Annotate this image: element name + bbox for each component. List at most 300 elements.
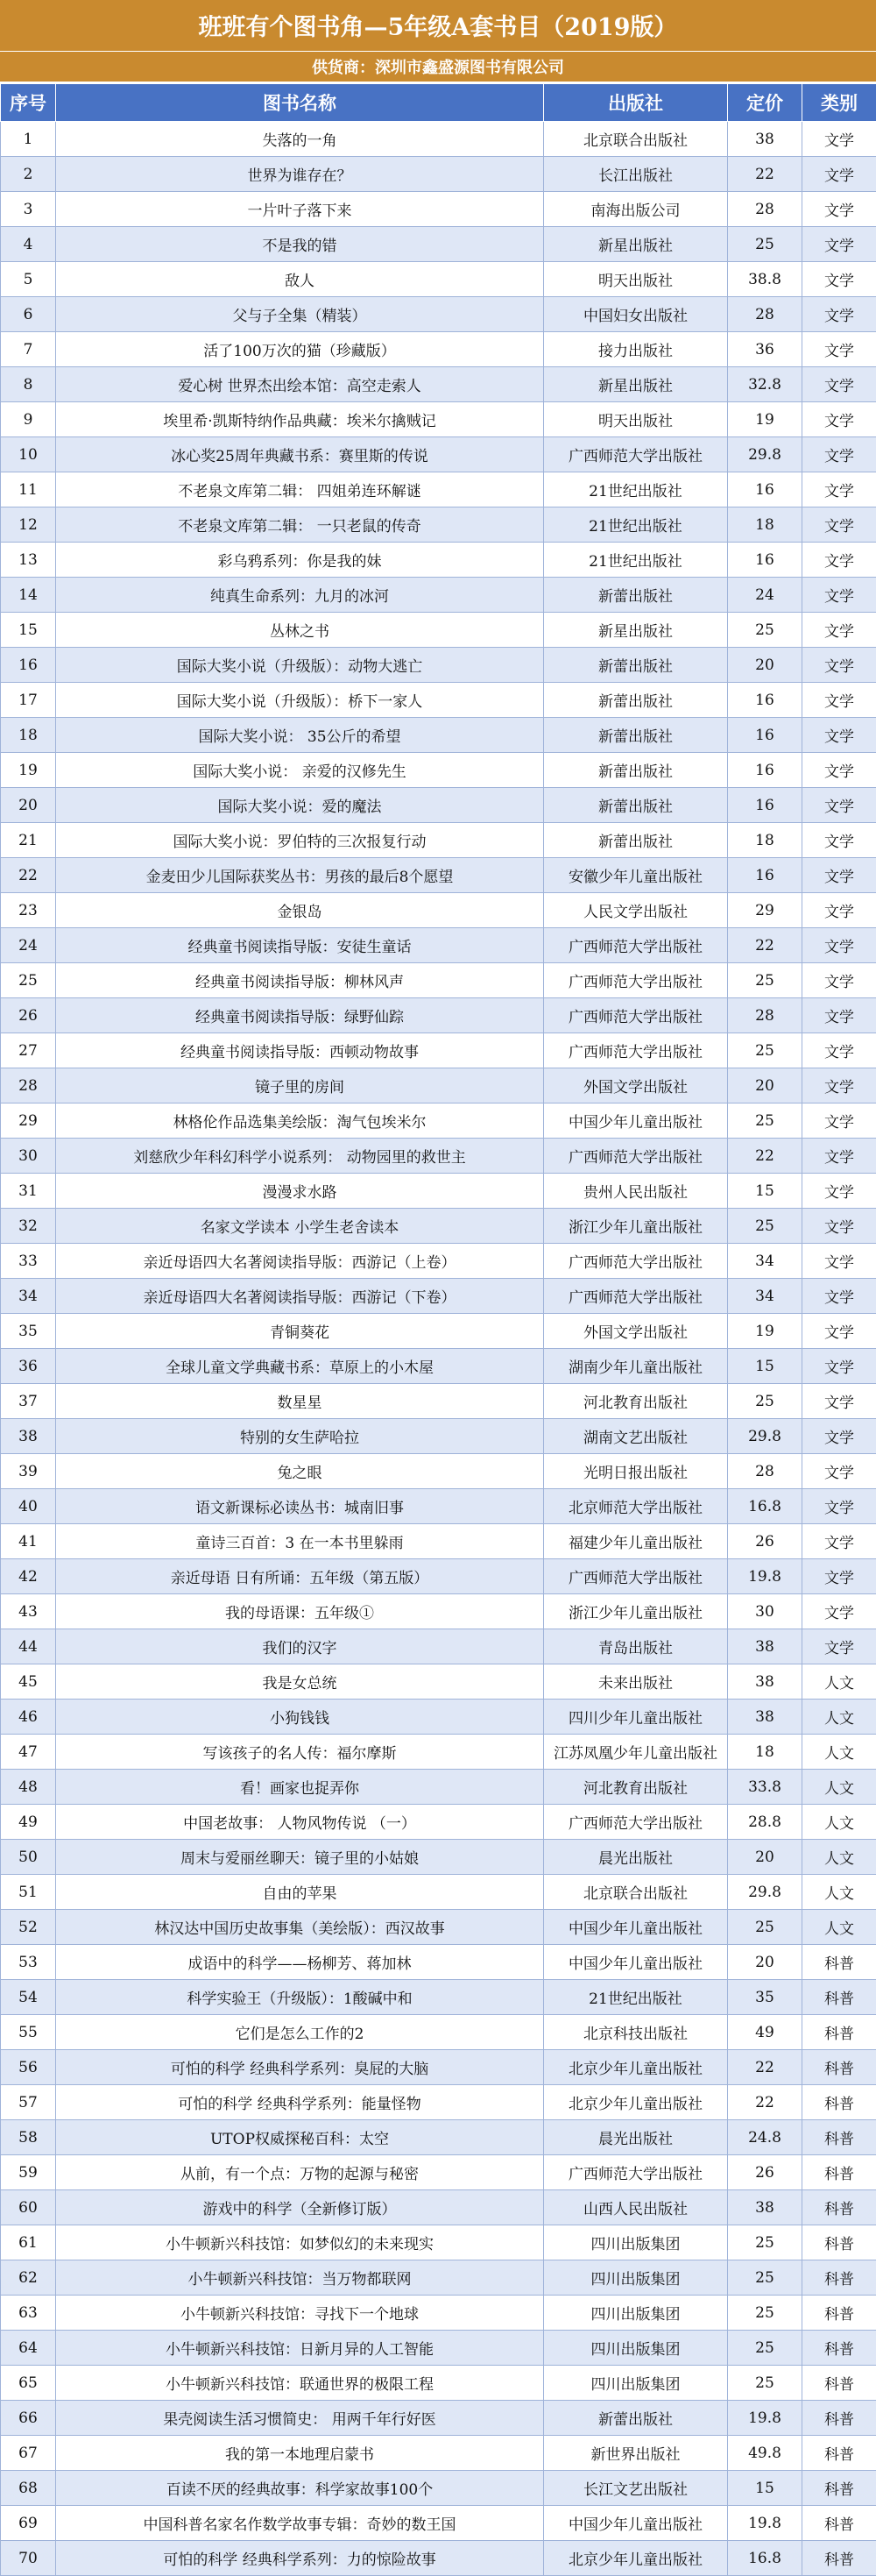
category: 文学 bbox=[802, 227, 876, 262]
publisher: 晨光出版社 bbox=[544, 1840, 728, 1875]
category: 文学 bbox=[802, 367, 876, 402]
publisher: 北京少年儿童出版社 bbox=[544, 2541, 728, 2576]
publisher: 四川出版集团 bbox=[544, 2225, 728, 2260]
price: 25 bbox=[728, 1384, 802, 1419]
row-number: 24 bbox=[1, 928, 56, 963]
row-number: 25 bbox=[1, 963, 56, 998]
price: 22 bbox=[728, 2050, 802, 2085]
column-header-category: 类别 bbox=[802, 84, 876, 122]
row-number: 21 bbox=[1, 823, 56, 858]
row-number: 60 bbox=[1, 2190, 56, 2225]
category: 文学 bbox=[802, 192, 876, 227]
book-title: 游戏中的科学（全新修订版） bbox=[56, 2190, 544, 2225]
price: 29 bbox=[728, 893, 802, 928]
category: 文学 bbox=[802, 1244, 876, 1279]
price: 20 bbox=[728, 1840, 802, 1875]
book-table-body bbox=[1, 122, 876, 2576]
book-title: 从前，有一个点：万物的起源与秘密 bbox=[56, 2155, 544, 2190]
book-title: 看！画家也捉弄你 bbox=[56, 1770, 544, 1805]
category: 科普 bbox=[802, 2331, 876, 2366]
publisher: 新星出版社 bbox=[544, 613, 728, 648]
book-title: 我是女总统 bbox=[56, 1664, 544, 1700]
category: 科普 bbox=[802, 1945, 876, 1980]
table-row bbox=[1, 1559, 876, 1594]
price: 28 bbox=[728, 998, 802, 1033]
category: 文学 bbox=[802, 823, 876, 858]
publisher: 新蕾出版社 bbox=[544, 648, 728, 683]
book-title: 刘慈欣少年科幻科学小说系列： 动物园里的救世主 bbox=[56, 1139, 544, 1174]
publisher: 贵州人民出版社 bbox=[544, 1174, 728, 1209]
price: 19 bbox=[728, 402, 802, 437]
table-row bbox=[1, 1033, 876, 1068]
category: 人文 bbox=[802, 1805, 876, 1840]
table-row bbox=[1, 893, 876, 928]
publisher: 光明日报出版社 bbox=[544, 1454, 728, 1489]
table-row bbox=[1, 367, 876, 402]
publisher: 北京师范大学出版社 bbox=[544, 1489, 728, 1524]
table-row bbox=[1, 1700, 876, 1735]
column-header-number: 序号 bbox=[1, 84, 56, 122]
book-title: 敌人 bbox=[56, 262, 544, 297]
category: 文学 bbox=[802, 507, 876, 543]
row-number: 10 bbox=[1, 437, 56, 472]
row-number: 70 bbox=[1, 2541, 56, 2576]
table-row bbox=[1, 1594, 876, 1629]
category: 科普 bbox=[802, 2225, 876, 2260]
category: 文学 bbox=[802, 753, 876, 788]
row-number: 67 bbox=[1, 2436, 56, 2471]
publisher: 四川出版集团 bbox=[544, 2331, 728, 2366]
row-number: 50 bbox=[1, 1840, 56, 1875]
category: 人文 bbox=[802, 1840, 876, 1875]
table-row bbox=[1, 753, 876, 788]
row-number: 44 bbox=[1, 1629, 56, 1664]
book-title: 我们的汉字 bbox=[56, 1629, 544, 1664]
book-title: 彩乌鸦系列：你是我的妹 bbox=[56, 543, 544, 578]
book-title: 特别的女生萨哈拉 bbox=[56, 1419, 544, 1454]
publisher: 长江文艺出版社 bbox=[544, 2471, 728, 2506]
row-number: 4 bbox=[1, 227, 56, 262]
row-number: 41 bbox=[1, 1524, 56, 1559]
price: 16 bbox=[728, 788, 802, 823]
row-number: 52 bbox=[1, 1910, 56, 1945]
price: 26 bbox=[728, 1524, 802, 1559]
table-row bbox=[1, 1664, 876, 1700]
table-row bbox=[1, 578, 876, 613]
publisher: 北京联合出版社 bbox=[544, 122, 728, 157]
category: 科普 bbox=[802, 2366, 876, 2401]
publisher: 新蕾出版社 bbox=[544, 753, 728, 788]
column-header-price: 定价 bbox=[728, 84, 802, 122]
publisher: 广西师范大学出版社 bbox=[544, 1559, 728, 1594]
book-title: 可怕的科学 经典科学系列：力的惊险故事 bbox=[56, 2541, 544, 2576]
category: 文学 bbox=[802, 928, 876, 963]
price: 38 bbox=[728, 122, 802, 157]
book-title: 丛林之书 bbox=[56, 613, 544, 648]
category: 文学 bbox=[802, 1524, 876, 1559]
table-row bbox=[1, 823, 876, 858]
book-title: 不是我的错 bbox=[56, 227, 544, 262]
publisher: 外国文学出版社 bbox=[544, 1068, 728, 1103]
publisher: 新星出版社 bbox=[544, 367, 728, 402]
row-number: 34 bbox=[1, 1279, 56, 1314]
table-row bbox=[1, 1980, 876, 2015]
category: 文学 bbox=[802, 1384, 876, 1419]
row-number: 5 bbox=[1, 262, 56, 297]
publisher: 明天出版社 bbox=[544, 262, 728, 297]
book-title: 兔之眼 bbox=[56, 1454, 544, 1489]
category: 文学 bbox=[802, 157, 876, 192]
table-row bbox=[1, 1419, 876, 1454]
category: 文学 bbox=[802, 578, 876, 613]
publisher: 广西师范大学出版社 bbox=[544, 1139, 728, 1174]
table-row bbox=[1, 157, 876, 192]
book-title: 亲近母语四大名著阅读指导版：西游记（上卷） bbox=[56, 1244, 544, 1279]
table-row bbox=[1, 2260, 876, 2296]
book-title: 名家文学读本 小学生老舍读本 bbox=[56, 1209, 544, 1244]
book-title: 中国老故事： 人物风物传说 （一） bbox=[56, 1805, 544, 1840]
book-title: 小狗钱钱 bbox=[56, 1700, 544, 1735]
table-row bbox=[1, 613, 876, 648]
category: 科普 bbox=[802, 2190, 876, 2225]
category: 科普 bbox=[802, 2471, 876, 2506]
price: 16.8 bbox=[728, 2541, 802, 2576]
book-title: 国际大奖小说： 亲爱的汉修先生 bbox=[56, 753, 544, 788]
table-row bbox=[1, 1139, 876, 1174]
publisher: 四川出版集团 bbox=[544, 2260, 728, 2296]
table-row bbox=[1, 1279, 876, 1314]
category: 文学 bbox=[802, 613, 876, 648]
publisher: 广西师范大学出版社 bbox=[544, 1033, 728, 1068]
category: 人文 bbox=[802, 1700, 876, 1735]
price: 29.8 bbox=[728, 437, 802, 472]
table-row bbox=[1, 2366, 876, 2401]
table-row bbox=[1, 718, 876, 753]
row-number: 32 bbox=[1, 1209, 56, 1244]
table-row bbox=[1, 1770, 876, 1805]
table-row bbox=[1, 2436, 876, 2471]
supplier-line: 供货商：深圳市鑫盛源图书有限公司 bbox=[0, 52, 876, 84]
price: 18 bbox=[728, 1735, 802, 1770]
price: 16 bbox=[728, 472, 802, 507]
price: 25 bbox=[728, 963, 802, 998]
table-row bbox=[1, 1735, 876, 1770]
price: 16.8 bbox=[728, 1489, 802, 1524]
table-row bbox=[1, 122, 876, 157]
row-number: 33 bbox=[1, 1244, 56, 1279]
price: 25 bbox=[728, 2366, 802, 2401]
row-number: 9 bbox=[1, 402, 56, 437]
category: 文学 bbox=[802, 1209, 876, 1244]
price: 25 bbox=[728, 227, 802, 262]
book-title: 全球儿童文学典藏书系：草原上的小木屋 bbox=[56, 1349, 544, 1384]
row-number: 58 bbox=[1, 2120, 56, 2155]
table-row bbox=[1, 332, 876, 367]
table-row bbox=[1, 2296, 876, 2331]
category: 科普 bbox=[802, 2506, 876, 2541]
row-number: 59 bbox=[1, 2155, 56, 2190]
category: 科普 bbox=[802, 2050, 876, 2085]
row-number: 46 bbox=[1, 1700, 56, 1735]
category: 人文 bbox=[802, 1875, 876, 1910]
book-title: 经典童书阅读指导版：柳林风声 bbox=[56, 963, 544, 998]
publisher: 中国少年儿童出版社 bbox=[544, 1910, 728, 1945]
row-number: 26 bbox=[1, 998, 56, 1033]
publisher: 21世纪出版社 bbox=[544, 543, 728, 578]
row-number: 63 bbox=[1, 2296, 56, 2331]
category: 文学 bbox=[802, 858, 876, 893]
publisher: 21世纪出版社 bbox=[544, 1980, 728, 2015]
price: 49.8 bbox=[728, 2436, 802, 2471]
table-row bbox=[1, 2015, 876, 2050]
price: 49 bbox=[728, 2015, 802, 2050]
category: 人文 bbox=[802, 1770, 876, 1805]
book-title: 爱心树 世界杰出绘本馆：高空走索人 bbox=[56, 367, 544, 402]
table-row bbox=[1, 1524, 876, 1559]
price: 28 bbox=[728, 297, 802, 332]
category: 文学 bbox=[802, 332, 876, 367]
row-number: 1 bbox=[1, 122, 56, 157]
book-title: 林格伦作品选集美绘版：淘气包埃米尔 bbox=[56, 1103, 544, 1139]
publisher: 广西师范大学出版社 bbox=[544, 928, 728, 963]
price: 34 bbox=[728, 1279, 802, 1314]
price: 16 bbox=[728, 718, 802, 753]
table-row bbox=[1, 297, 876, 332]
price: 16 bbox=[728, 753, 802, 788]
publisher: 湖南少年儿童出版社 bbox=[544, 1349, 728, 1384]
table-row bbox=[1, 648, 876, 683]
book-title: 经典童书阅读指导版：绿野仙踪 bbox=[56, 998, 544, 1033]
publisher: 新蕾出版社 bbox=[544, 578, 728, 613]
price: 34 bbox=[728, 1244, 802, 1279]
category: 文学 bbox=[802, 788, 876, 823]
row-number: 23 bbox=[1, 893, 56, 928]
book-title: 国际大奖小说： 35公斤的希望 bbox=[56, 718, 544, 753]
price: 20 bbox=[728, 1068, 802, 1103]
book-title: 小牛顿新兴科技馆：日新月异的人工智能 bbox=[56, 2331, 544, 2366]
book-title: 经典童书阅读指导版：安徒生童话 bbox=[56, 928, 544, 963]
price: 25 bbox=[728, 2331, 802, 2366]
category: 科普 bbox=[802, 2541, 876, 2576]
publisher: 新蕾出版社 bbox=[544, 788, 728, 823]
book-title: 国际大奖小说（升级版）：桥下一家人 bbox=[56, 683, 544, 718]
book-title: 周末与爱丽丝聊天：镜子里的小姑娘 bbox=[56, 1840, 544, 1875]
category: 文学 bbox=[802, 437, 876, 472]
row-number: 49 bbox=[1, 1805, 56, 1840]
row-number: 27 bbox=[1, 1033, 56, 1068]
category: 文学 bbox=[802, 1629, 876, 1664]
publisher: 四川出版集团 bbox=[544, 2366, 728, 2401]
book-title: 青铜葵花 bbox=[56, 1314, 544, 1349]
category: 文学 bbox=[802, 683, 876, 718]
table-row bbox=[1, 1840, 876, 1875]
price: 22 bbox=[728, 928, 802, 963]
book-title: 金麦田少儿国际获奖丛书：男孩的最后8个愿望 bbox=[56, 858, 544, 893]
book-table bbox=[0, 83, 876, 2576]
book-title: 小牛顿新兴科技馆：如梦似幻的未来现实 bbox=[56, 2225, 544, 2260]
publisher: 福建少年儿童出版社 bbox=[544, 1524, 728, 1559]
row-number: 51 bbox=[1, 1875, 56, 1910]
price: 16 bbox=[728, 858, 802, 893]
row-number: 11 bbox=[1, 472, 56, 507]
price: 29.8 bbox=[728, 1875, 802, 1910]
column-header-publisher: 出版社 bbox=[544, 84, 728, 122]
price: 25 bbox=[728, 613, 802, 648]
table-row bbox=[1, 1244, 876, 1279]
price: 30 bbox=[728, 1594, 802, 1629]
table-row bbox=[1, 1454, 876, 1489]
book-title: 成语中的科学——杨柳芳、蒋加林 bbox=[56, 1945, 544, 1980]
publisher: 中国少年儿童出版社 bbox=[544, 2506, 728, 2541]
row-number: 13 bbox=[1, 543, 56, 578]
row-number: 54 bbox=[1, 1980, 56, 2015]
category: 文学 bbox=[802, 1033, 876, 1068]
table-row bbox=[1, 2050, 876, 2085]
publisher: 广西师范大学出版社 bbox=[544, 1279, 728, 1314]
publisher: 中国少年儿童出版社 bbox=[544, 1103, 728, 1139]
table-row bbox=[1, 2471, 876, 2506]
book-title: 语文新课标必读丛书：城南旧事 bbox=[56, 1489, 544, 1524]
row-number: 35 bbox=[1, 1314, 56, 1349]
book-title: 纯真生命系列：九月的冰河 bbox=[56, 578, 544, 613]
price: 22 bbox=[728, 2085, 802, 2120]
table-row bbox=[1, 507, 876, 543]
table-row bbox=[1, 2401, 876, 2436]
table-row bbox=[1, 1629, 876, 1664]
category: 文学 bbox=[802, 1314, 876, 1349]
book-title: 经典童书阅读指导版：西顿动物故事 bbox=[56, 1033, 544, 1068]
table-row bbox=[1, 402, 876, 437]
row-number: 69 bbox=[1, 2506, 56, 2541]
category: 文学 bbox=[802, 472, 876, 507]
row-number: 31 bbox=[1, 1174, 56, 1209]
publisher: 明天出版社 bbox=[544, 402, 728, 437]
book-title: 果壳阅读生活习惯简史： 用两千年行好医 bbox=[56, 2401, 544, 2436]
price: 24.8 bbox=[728, 2120, 802, 2155]
price: 19 bbox=[728, 1314, 802, 1349]
price: 20 bbox=[728, 648, 802, 683]
price: 24 bbox=[728, 578, 802, 613]
book-title: 国际大奖小说：爱的魔法 bbox=[56, 788, 544, 823]
price: 15 bbox=[728, 1349, 802, 1384]
price: 28 bbox=[728, 192, 802, 227]
book-title: 金银岛 bbox=[56, 893, 544, 928]
category: 文学 bbox=[802, 1454, 876, 1489]
book-title: 写该孩子的名人传：福尔摩斯 bbox=[56, 1735, 544, 1770]
category: 人文 bbox=[802, 1910, 876, 1945]
book-title: 亲近母语 日有所诵：五年级（第五版） bbox=[56, 1559, 544, 1594]
book-title: 冰心奖25周年典藏书系：赛里斯的传说 bbox=[56, 437, 544, 472]
book-title: 父与子全集（精装） bbox=[56, 297, 544, 332]
category: 科普 bbox=[802, 2120, 876, 2155]
row-number: 28 bbox=[1, 1068, 56, 1103]
publisher: 广西师范大学出版社 bbox=[544, 437, 728, 472]
table-row bbox=[1, 2541, 876, 2576]
row-number: 38 bbox=[1, 1419, 56, 1454]
book-title: 失落的一角 bbox=[56, 122, 544, 157]
table-header-row bbox=[1, 84, 876, 122]
table-row bbox=[1, 1805, 876, 1840]
page-title: 班班有个图书角—5年级A套书目（2019版） bbox=[0, 0, 876, 52]
price: 19.8 bbox=[728, 2506, 802, 2541]
price: 15 bbox=[728, 1174, 802, 1209]
publisher: 接力出版社 bbox=[544, 332, 728, 367]
table-row bbox=[1, 2085, 876, 2120]
table-row bbox=[1, 998, 876, 1033]
category: 文学 bbox=[802, 402, 876, 437]
price: 33.8 bbox=[728, 1770, 802, 1805]
book-title: 世界为谁存在？ bbox=[56, 157, 544, 192]
category: 人文 bbox=[802, 1735, 876, 1770]
table-row bbox=[1, 1349, 876, 1384]
table-row bbox=[1, 2190, 876, 2225]
table-row bbox=[1, 2331, 876, 2366]
category: 文学 bbox=[802, 1349, 876, 1384]
book-title: 不老泉文库第二辑： 一只老鼠的传奇 bbox=[56, 507, 544, 543]
book-title: 自由的苹果 bbox=[56, 1875, 544, 1910]
table-row bbox=[1, 262, 876, 297]
table-row bbox=[1, 963, 876, 998]
price: 38.8 bbox=[728, 262, 802, 297]
publisher: 浙江少年儿童出版社 bbox=[544, 1594, 728, 1629]
price: 25 bbox=[728, 1103, 802, 1139]
category: 文学 bbox=[802, 543, 876, 578]
column-header-title: 图书名称 bbox=[56, 84, 544, 122]
table-row bbox=[1, 788, 876, 823]
row-number: 7 bbox=[1, 332, 56, 367]
publisher: 新蕾出版社 bbox=[544, 683, 728, 718]
price: 28.8 bbox=[728, 1805, 802, 1840]
category: 文学 bbox=[802, 1559, 876, 1594]
publisher: 河北教育出版社 bbox=[544, 1384, 728, 1419]
category: 文学 bbox=[802, 262, 876, 297]
category: 文学 bbox=[802, 1594, 876, 1629]
category: 科普 bbox=[802, 2436, 876, 2471]
table-row bbox=[1, 227, 876, 262]
row-number: 55 bbox=[1, 2015, 56, 2050]
row-number: 39 bbox=[1, 1454, 56, 1489]
table-row bbox=[1, 1875, 876, 1910]
publisher: 北京联合出版社 bbox=[544, 1875, 728, 1910]
table-row bbox=[1, 192, 876, 227]
publisher: 21世纪出版社 bbox=[544, 472, 728, 507]
price: 36 bbox=[728, 332, 802, 367]
book-title: 国际大奖小说：罗伯特的三次报复行动 bbox=[56, 823, 544, 858]
publisher: 广西师范大学出版社 bbox=[544, 963, 728, 998]
category: 文学 bbox=[802, 297, 876, 332]
row-number: 66 bbox=[1, 2401, 56, 2436]
row-number: 36 bbox=[1, 1349, 56, 1384]
price: 25 bbox=[728, 1033, 802, 1068]
row-number: 18 bbox=[1, 718, 56, 753]
book-title: 可怕的科学 经典科学系列：能量怪物 bbox=[56, 2085, 544, 2120]
book-title: 我的母语课：五年级① bbox=[56, 1594, 544, 1629]
book-title: 埃里希·凯斯特纳作品典藏：埃米尔擒贼记 bbox=[56, 402, 544, 437]
book-title: 国际大奖小说（升级版）：动物大逃亡 bbox=[56, 648, 544, 683]
table-row bbox=[1, 1174, 876, 1209]
book-title: 它们是怎么工作的2 bbox=[56, 2015, 544, 2050]
publisher: 广西师范大学出版社 bbox=[544, 1244, 728, 1279]
price: 29.8 bbox=[728, 1419, 802, 1454]
table-row bbox=[1, 928, 876, 963]
row-number: 6 bbox=[1, 297, 56, 332]
row-number: 37 bbox=[1, 1384, 56, 1419]
category: 科普 bbox=[802, 2085, 876, 2120]
price: 16 bbox=[728, 543, 802, 578]
publisher: 新星出版社 bbox=[544, 227, 728, 262]
row-number: 64 bbox=[1, 2331, 56, 2366]
publisher: 山西人民出版社 bbox=[544, 2190, 728, 2225]
